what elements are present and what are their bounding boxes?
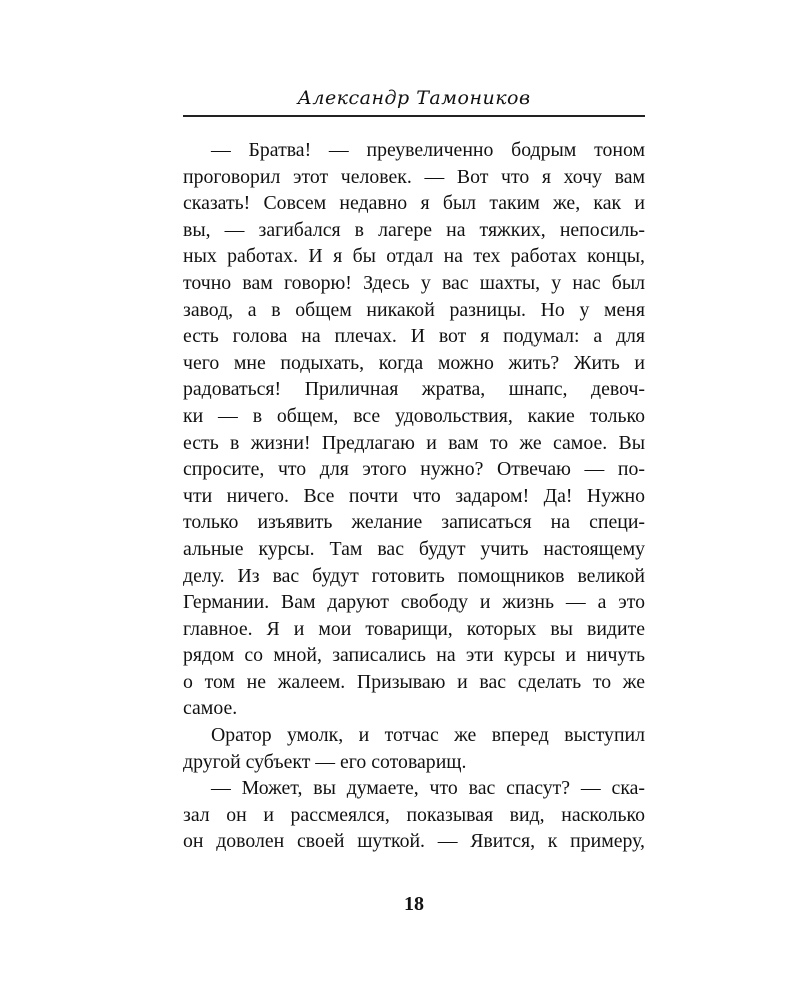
paragraph-3 <box>183 775 645 855</box>
text-line: спросите, что для этого нужно? Отвечаю — по- <box>183 458 645 481</box>
text-line: чти ничего. Все почти что задаром! Да! Нужно <box>183 484 645 507</box>
page-number: 18 <box>404 893 424 915</box>
text-line: зал он и рассмеялся, показывая вид, насколько <box>183 803 645 826</box>
text-line: только изъявить желание записаться на специ- <box>183 511 645 534</box>
text-line: — Может, вы думаете, что вас спасут? — ска- <box>211 777 645 800</box>
text-line: Оратор умолк, и тотчас же вперед выступил <box>211 724 645 747</box>
text-line: делу. Из вас будут готовить помощников великой <box>183 564 645 587</box>
text-line: рядом со мной, записались на эти курсы и ничуть <box>183 644 645 667</box>
paragraph-2 <box>183 722 645 775</box>
text-line: — Братва! — преувеличенно бодрым тоном <box>211 139 645 161</box>
text-line: о том не жалеем. Призываю и вас сделать то же <box>183 670 645 693</box>
text-line: чего мне подыхать, когда можно жить? Жить и <box>183 351 645 374</box>
text-line: главное. Я и мои товарищи, которых вы видите <box>183 617 645 640</box>
text-line: он доволен своей шуткой. — Явится, к примеру, <box>183 830 645 853</box>
text-line: сказать! Совсем недавно я был таким же, как и <box>183 192 645 215</box>
page-body <box>183 137 645 855</box>
text-line: проговорил этот человек. — Вот что я хочу вам <box>183 165 645 188</box>
text-line: ки — в общем, все удовольствия, какие только <box>183 404 645 427</box>
text-line: другой субъект — его сотоварищ. <box>183 750 467 773</box>
paragraph-1 <box>183 137 645 722</box>
text-line: радоваться! Приличная жратва, шнапс, девоч- <box>183 378 645 401</box>
text-line: завод, а в общем никакой разницы. Но у меня <box>183 298 645 321</box>
running-header-author: Александр Тамоников <box>297 87 531 109</box>
text-line: альные курсы. Там вас будут учить настоящему <box>183 537 645 560</box>
text-line: Германии. Вам даруют свободу и жизнь — а это <box>183 591 645 614</box>
text-line: есть голова на плечах. И вот я подумал: а для <box>183 325 645 348</box>
text-line: точно вам говорю! Здесь у вас шахты, у нас был <box>183 271 645 294</box>
text-line: самое. <box>183 697 238 720</box>
text-line: вы, — загибался в лагере на тяжких, непосиль- <box>183 218 645 241</box>
header-divider <box>183 115 645 117</box>
text-line: ных работах. И я бы отдал на тех работах концы, <box>183 245 645 268</box>
text-line: есть в жизни! Предлагаю и вам то же самое. Вы <box>183 431 645 454</box>
